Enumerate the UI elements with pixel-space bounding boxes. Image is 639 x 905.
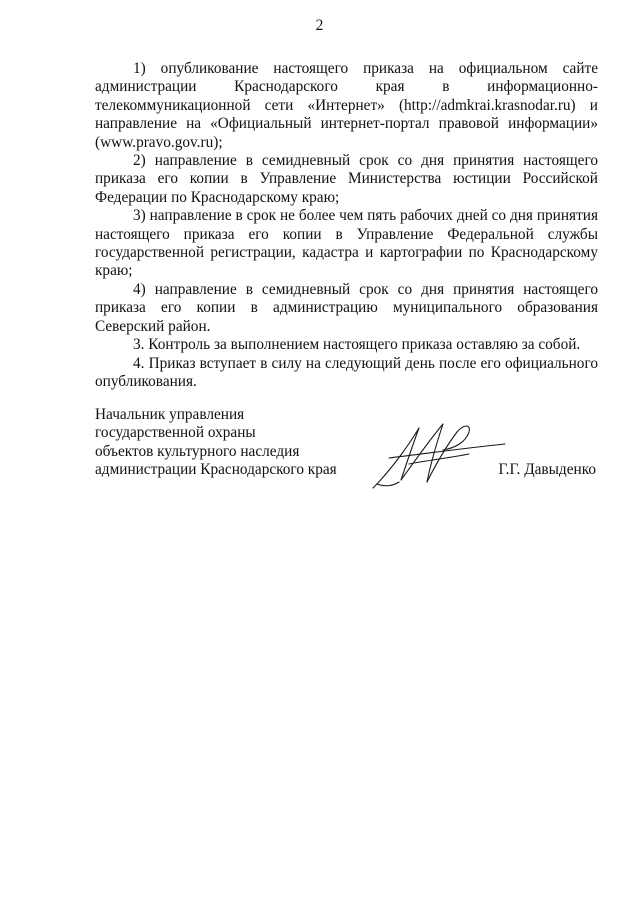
handwritten-signature-icon — [369, 414, 509, 494]
page-number: 2 — [315, 17, 324, 34]
paragraph-entry-into-force: 4. Приказ вступает в силу на следующий день после его официального опубликования. — [95, 354, 598, 390]
signer-title-line: администрации Краснодарского края — [95, 461, 337, 479]
signature-block — [95, 406, 598, 486]
signer-title-line: Начальник управления — [95, 406, 245, 423]
signer-title-line: объектов культурного наследия — [95, 442, 300, 460]
paragraph-rosreestr: 3) направление в срок не более чем пять рабочих дней со дня принятия настоящего приказа его копии в Управление Федеральной службы государственной регистрации, кадастра и картографии по Краснодарскому краю; — [95, 207, 598, 280]
paragraph-seversky-district: 4) направление в семидневный срок со дня принятия настоящего приказа его копии в администрацию муниципального образования Северский район. — [95, 280, 598, 335]
paragraph-publication: 1) опубликование настоящего приказа на официальном сайте администрации Краснодарского края в информационно-телекоммуникационной сети «Интернет» (http://admkrai.krasnodar.ru) и направление на «Официальный интернет-портал правовой информации» (www.pravo.gov.ru); — [95, 60, 598, 151]
signer-name: Г.Г. Давыденко — [498, 461, 596, 478]
paragraph-control: 3. Контроль за выполнением настоящего приказа оставляю за собой. — [133, 336, 581, 354]
paragraph-ministry-of-justice: 2) направление в семидневный срок со дня принятия настоящего приказа его копии в Управление Министерства юстиции Российской Федерации по Краснодарскому краю; — [95, 152, 598, 206]
document-body — [95, 60, 598, 391]
signer-title-line: государственной охраны — [95, 424, 256, 442]
